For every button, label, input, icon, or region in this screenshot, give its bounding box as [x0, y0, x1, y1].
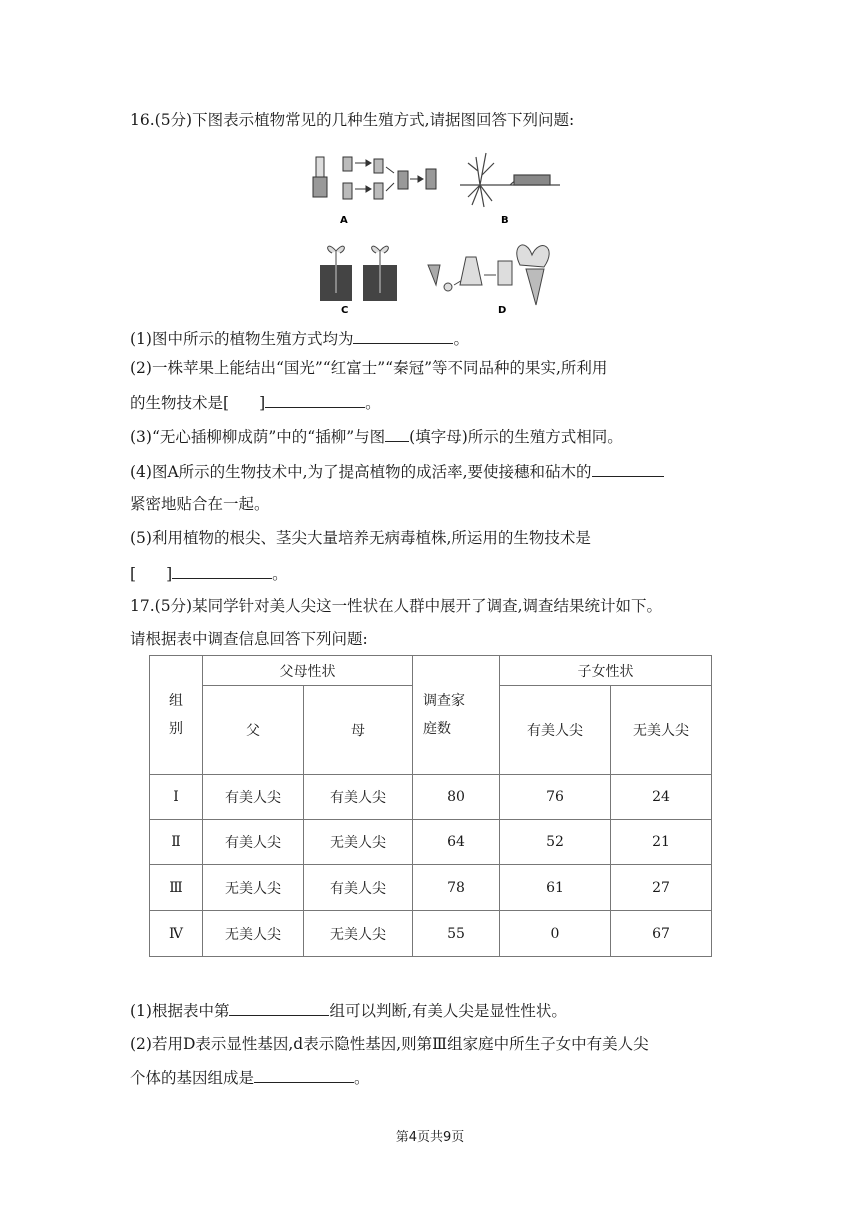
q17-part2-line1: (2)若用D表示显性基因,d表示隐性基因,则第Ⅲ组家庭中所生子女中有美人尖 — [130, 1035, 649, 1053]
q16-part2-line2 — [130, 390, 381, 415]
answer-blank[interactable] — [265, 390, 365, 408]
bracket-open: [ — [130, 565, 137, 583]
figure-label-b: B — [501, 215, 509, 226]
figure-label-c: C — [341, 305, 349, 316]
q16-part1-text: (1)图中所示的植物生殖方式均为 — [130, 330, 354, 348]
q17-part2-line2 — [130, 1065, 370, 1090]
q17-part1-end: 组可以判断,有美人尖是显性性状。 — [329, 1002, 567, 1020]
mother-header: 母 — [304, 686, 413, 775]
families-header: 调查家 庭数 — [413, 656, 500, 775]
period: 。 — [354, 1069, 370, 1087]
q16-part2-text: 的生物技术是[ — [130, 394, 230, 412]
q17-part1 — [130, 998, 567, 1023]
q16-part3-end: (填字母)所示的生殖方式相同。 — [409, 428, 623, 446]
q16-title: 16.(5分)下图表示植物常见的几种生殖方式,请据图回答下列问题: — [130, 111, 575, 129]
q16-part4-line2: 紧密地贴合在一起。 — [130, 495, 270, 513]
table-row: Ⅲ 无美人尖 有美人尖 78 61 27 — [150, 865, 712, 911]
q17-part1-text: (1)根据表中第 — [130, 1002, 230, 1020]
q16-part3-text: (3)“无心插柳柳成荫”中的“插柳”与图 — [130, 428, 386, 446]
answer-blank[interactable] — [592, 459, 664, 477]
table-row: Ⅳ 无美人尖 无美人尖 55 0 67 — [150, 911, 712, 957]
group-header: 组 别 — [150, 656, 203, 775]
figure-label-a: A — [340, 215, 348, 226]
q16-part5-line2 — [130, 561, 288, 586]
children-header: 子女性状 — [500, 656, 712, 686]
q16-part4-line1 — [130, 459, 664, 484]
q16-part1-end: 。 — [453, 330, 469, 348]
q16-part4-text: (4)图A所示的生物技术中,为了提高植物的成活率,要使接穗和砧木的 — [130, 463, 592, 481]
figure-d-tissue-culture — [428, 245, 549, 305]
has-tip-header: 有美人尖 — [500, 686, 611, 775]
q17-part2-text: 个体的基因组成是 — [130, 1069, 255, 1087]
q16-part5-line1: (5)利用植物的根尖、茎尖大量培养无病毒植株,所运用的生物技术是 — [130, 529, 591, 547]
page-footer: 第4页共9页 — [395, 1130, 465, 1145]
answer-blank[interactable] — [385, 424, 409, 442]
period: 。 — [365, 394, 381, 412]
answer-blank[interactable] — [229, 998, 329, 1016]
bracket-close: ] — [166, 565, 173, 583]
father-header: 父 — [203, 686, 304, 775]
q16-part3 — [130, 424, 623, 449]
table-row: Ⅰ 有美人尖 有美人尖 80 76 24 — [150, 775, 712, 820]
q16-part1 — [130, 326, 469, 351]
no-tip-header: 无美人尖 — [611, 686, 712, 775]
figure-c-cuttings — [320, 246, 397, 301]
table-row: Ⅱ 有美人尖 无美人尖 64 52 21 — [150, 820, 712, 865]
q17-title-line2: 请根据表中调查信息回答下列问题: — [130, 630, 368, 648]
period: 。 — [272, 565, 288, 583]
survey-table — [149, 655, 712, 957]
bracket-close: ] — [259, 394, 266, 412]
answer-blank[interactable] — [172, 561, 272, 579]
reproduction-figure — [300, 145, 562, 317]
q16-part2-line1: (2)一株苹果上能结出“国光”“红富士”“秦冠”等不同品种的果实,所利用 — [130, 359, 608, 377]
figure-a-grafting — [313, 157, 436, 199]
figure-label-d: D — [498, 305, 507, 316]
parents-header: 父母性状 — [203, 656, 413, 686]
answer-blank[interactable] — [254, 1065, 354, 1083]
figure-b-plant — [460, 153, 560, 207]
q17-title-line1: 17.(5分)某同学针对美人尖这一性状在人群中展开了调查,调查结果统计如下。 — [130, 597, 663, 615]
answer-blank[interactable] — [353, 326, 453, 344]
